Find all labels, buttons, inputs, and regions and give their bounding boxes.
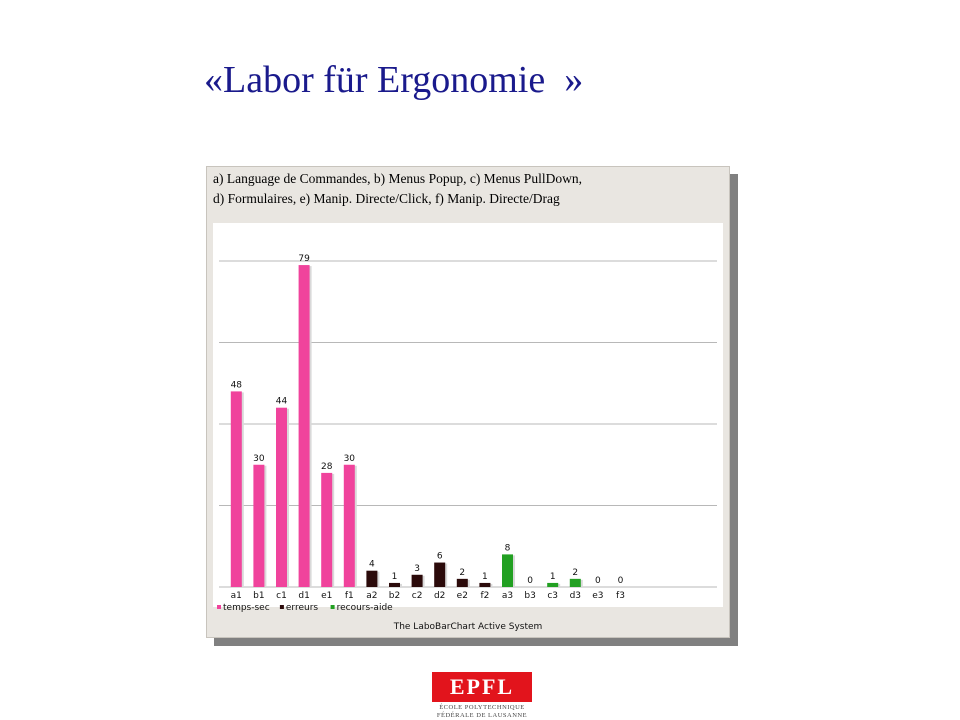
data-label-a2: 4 (369, 559, 375, 570)
tick-label-c2: c2 (411, 591, 423, 601)
tick-label-d1: d1 (298, 591, 310, 601)
logo-line-1: ÉCOLE POLYTECHNIQUE (439, 704, 525, 711)
tick-label-a3: a3 (501, 591, 514, 601)
tick-label-b1: b1 (253, 591, 265, 601)
bar-c1 (276, 408, 287, 587)
logo-text: EPFL (449, 674, 515, 699)
plot-area (213, 223, 723, 613)
chart-header-line-1: a) Language de Commandes, b) Menus Popup, c) Menus PullDown, (213, 171, 582, 186)
chart-panel (206, 166, 730, 638)
data-label-d2: 6 (436, 551, 443, 562)
data-label-f2: 1 (482, 571, 488, 582)
tick-label-d2: d2 (433, 591, 446, 601)
tick-label-a1: a1 (230, 591, 242, 601)
tick-label-c1: c1 (276, 591, 287, 601)
data-label-c1: 44 (275, 396, 288, 407)
tick-label-f1: f1 (344, 591, 354, 601)
legend-swatch-temps-sec (217, 605, 221, 609)
data-label-e2: 2 (459, 567, 466, 578)
data-label-b1: 30 (253, 453, 265, 464)
data-label-b2: 1 (391, 571, 398, 582)
chart-footer-title: The LaboBarChart Active System (393, 622, 543, 632)
tick-label-a2: a2 (366, 591, 378, 601)
legend-label-erreurs: erreurs (285, 603, 319, 613)
legend-swatch-erreurs (280, 605, 284, 609)
tick-label-e2: e2 (456, 591, 468, 601)
legend-label-recours-aide: recours-aide (336, 603, 393, 613)
bar-d1 (299, 265, 310, 587)
data-label-b3: 0 (527, 576, 533, 586)
bar-a3 (502, 554, 513, 587)
data-label-f3: 0 (617, 576, 624, 586)
legend-label-temps-sec: temps-sec (223, 603, 270, 613)
data-label-a1: 48 (230, 380, 243, 391)
chart-header-line-2: d) Formulaires, e) Manip. Directe/Click, f) Manip. Directe/Drag (213, 191, 560, 206)
logo-box (432, 672, 532, 702)
data-label-a3: 8 (504, 543, 511, 554)
data-label-c2: 3 (414, 563, 420, 574)
tick-label-f2: f2 (480, 591, 490, 601)
bar-d3 (570, 579, 581, 587)
tick-label-b3: b3 (524, 591, 536, 601)
tick-label-b2: b2 (388, 591, 401, 601)
bar-b1 (253, 465, 264, 587)
data-label-c3: 1 (549, 571, 556, 582)
bar-b2 (389, 583, 400, 587)
data-label-f1: 30 (343, 453, 356, 464)
data-label-d3: 2 (572, 567, 579, 578)
bar-f2 (479, 583, 490, 587)
tick-label-d3: d3 (569, 591, 582, 601)
bar-d2 (434, 563, 445, 587)
legend-swatch-recours-aide (331, 605, 335, 609)
bar-chart (213, 223, 723, 613)
logo-line-2: FÉDÉRALE DE LAUSANNE (436, 712, 528, 719)
bar-e1 (321, 473, 332, 587)
tick-label-e1: e1 (321, 591, 333, 601)
bar-f1 (344, 465, 355, 587)
tick-label-c3: c3 (547, 591, 559, 601)
bar-a2 (366, 571, 377, 587)
data-label-e1: 28 (320, 461, 333, 472)
bar-e2 (457, 579, 468, 587)
epfl-logo (432, 672, 532, 720)
tick-label-f3: f3 (616, 591, 625, 601)
bar-a1 (231, 391, 242, 587)
data-label-e3: 0 (595, 576, 601, 586)
data-label-d1: 79 (298, 254, 310, 265)
bar-c2 (412, 575, 423, 587)
bar-c3 (547, 583, 558, 587)
tick-label-e3: e3 (592, 591, 604, 601)
chart-header (213, 169, 723, 209)
slide-title: «Labor für Ergonomie » (204, 59, 584, 101)
